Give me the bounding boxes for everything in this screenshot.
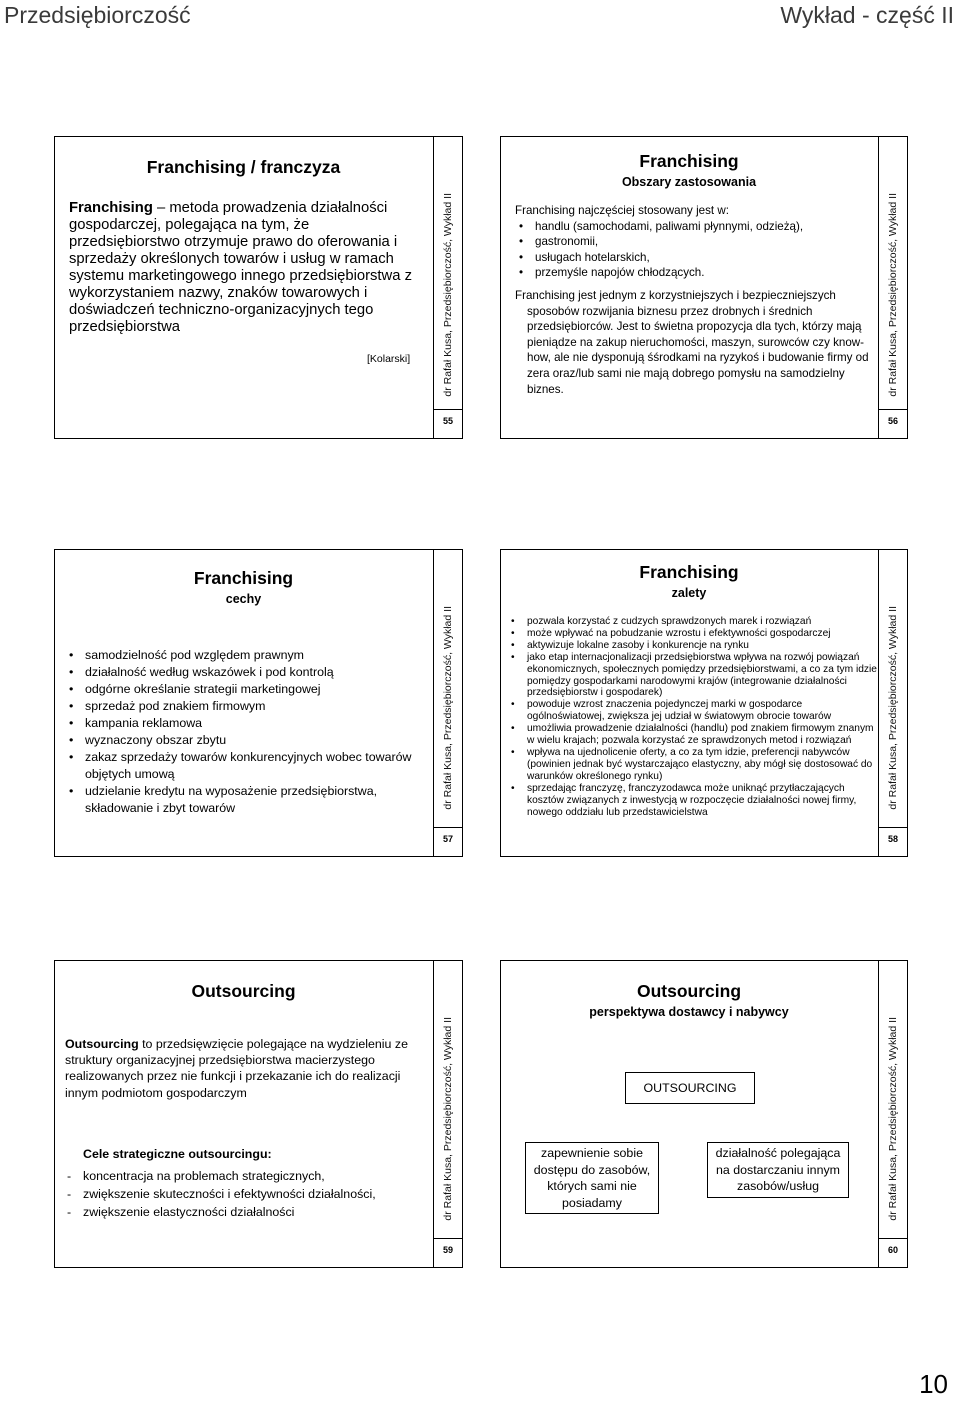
areas-list bbox=[515, 219, 869, 281]
author-credit: dr Rafał Kusa, Przedsiębiorczość, Wykład II bbox=[442, 1017, 454, 1221]
intro-text: Franchising najczęściej stosowany jest w: bbox=[515, 204, 729, 217]
list-item: • powoduje wzrost znaczenia pojedynczej marki w gospodarce ogólnoświatowej, zwiększa jej udział w światowym obrocie towarów bbox=[507, 699, 879, 723]
author-credit: dr Rafał Kusa, Przedsiębiorczość, Wykład II bbox=[887, 606, 899, 810]
list-item: • może wpływać na pobudzanie wzrostu i efektywności gospodarczej bbox=[507, 628, 879, 640]
list-item: • odgórne określanie strategii marketingowej bbox=[65, 681, 415, 698]
slide-sidebar bbox=[878, 137, 907, 438]
author-credit: dr Rafał Kusa, Przedsiębiorczość, Wykład II bbox=[887, 1017, 899, 1221]
list-item: • przemyśle napojów chłodzących. bbox=[515, 265, 869, 281]
goals-heading: Cele strategiczne outsourcingu: bbox=[83, 1147, 272, 1161]
list-item: • samodzielność pod względem prawnym bbox=[65, 647, 415, 664]
author-credit: dr Rafał Kusa, Przedsiębiorczość, Wykład II bbox=[887, 193, 899, 397]
advantages-list bbox=[507, 616, 879, 818]
slide-title: Franchising bbox=[639, 562, 739, 582]
slide-title: Franchising bbox=[639, 151, 739, 171]
slide-subtitle: zalety bbox=[671, 586, 707, 600]
document-header-right: Wykład - część II bbox=[780, 2, 954, 28]
definition bbox=[69, 200, 424, 336]
slide-sidebar bbox=[433, 550, 462, 856]
goal-item: - zwiększenie elastyczności działalności bbox=[65, 1203, 425, 1221]
list-item: • sprzedaż pod znakiem firmowym bbox=[65, 698, 415, 715]
list-item: • jako etap internacjonalizacji przedsiębiorstwa wpływa na rozwój powiązań ekonomicznych, społecznych pomiędzy przedsiębiorstwami, a co za tym idzie pomiędzy gospodarkami narodowymi krajów (integrowanie działalności przedsiębiorstw i gospodarek) bbox=[507, 652, 879, 700]
author-credit: dr Rafał Kusa, Przedsiębiorczość, Wykład II bbox=[442, 606, 454, 810]
slide-content bbox=[501, 550, 877, 856]
buyer-perspective-box: zapewnienie sobie dostępu do zasobów, których sami nie posiadamy bbox=[525, 1142, 659, 1214]
slide-content bbox=[501, 961, 877, 1267]
slide-subtitle: perspektywa dostawcy i nabywcy bbox=[589, 1005, 789, 1019]
list-item: • wyznaczony obszar zbytu bbox=[65, 732, 415, 749]
slide-number: 58 bbox=[879, 827, 907, 850]
slide-60 bbox=[500, 960, 908, 1268]
list-item: • handlu (samochodami, paliwami płynnymi, odzieżą), bbox=[515, 219, 869, 235]
goal-item: - zwiększenie skuteczności i efektywności działalności, bbox=[65, 1185, 425, 1203]
slide-body bbox=[515, 203, 869, 397]
list-item: • zakaz sprzedaży towarów konkurencyjnych wobec towarów objętych umową bbox=[65, 749, 415, 783]
strategic-goals bbox=[65, 1145, 425, 1221]
slide-subtitle: cechy bbox=[225, 592, 262, 606]
list-item: • umożliwia prowadzenie działalności (handlu) pod znakiem firmowym znanym w wielu krajach; pozwala korzystać ze sprawdzonych metod i rozwiązań bbox=[507, 723, 879, 747]
slide-56 bbox=[500, 136, 908, 439]
slide-content bbox=[55, 137, 432, 438]
features-list bbox=[65, 647, 415, 817]
definition bbox=[65, 1036, 415, 1101]
paragraph bbox=[515, 288, 869, 397]
list-item: • działalność według wskazówek i pod kontrolą bbox=[65, 664, 415, 681]
slide-title: Franchising bbox=[193, 568, 294, 588]
slide-number: 60 bbox=[879, 1238, 907, 1261]
author-credit: dr Rafał Kusa, Przedsiębiorczość, Wykład II bbox=[442, 193, 454, 397]
paragraph-part: Franchising jest jednym z korzystniejszych i bezpieczniejszych sposobów rozwijania biznesu przez drobnych i średnich przedsiębiorców. bbox=[515, 288, 836, 334]
slide-title: Outsourcing bbox=[636, 981, 742, 1001]
slide-number: 55 bbox=[434, 409, 462, 432]
list-item: • gastronomii, bbox=[515, 234, 869, 250]
page-number: 10 bbox=[919, 1369, 948, 1399]
slide-57 bbox=[54, 549, 463, 857]
slide-sidebar bbox=[433, 137, 462, 438]
outsourcing-box: OUTSOURCING bbox=[625, 1072, 755, 1104]
list-item: • udzielanie kredytu na wyposażenie przedsiębiorstwa, składowanie i zbyt towarów bbox=[65, 783, 415, 817]
goal-item: - koncentracja na problemach strategicznych, bbox=[65, 1167, 425, 1185]
paragraph-part: Jest to świetna propozycja dla tych, którzy mają pieniądze na zakup nieruchomości, maszyn, surowców czy know-how, ale nie dysponują śśrodkami na ryzykoś i budowanie firmy od zera oraz/lub sami nie mają dobrego pomysłu na samodzielny biznes. bbox=[527, 320, 869, 396]
supplier-perspective-box: działalność polegająca na dostarczaniu innym zasobów/usług bbox=[707, 1142, 849, 1198]
slide-content bbox=[55, 550, 432, 856]
slide-subtitle: Obszary zastosowania bbox=[621, 175, 757, 189]
slide-content bbox=[501, 137, 877, 438]
slide-title: Outsourcing bbox=[191, 981, 296, 1001]
slide-sidebar bbox=[878, 550, 907, 856]
list-item: • pozwala korzystać z cudzych sprawdzonych marek i rozwiązań bbox=[507, 616, 879, 628]
list-item: • wpływa na ujednolicenie oferty, a co za tym idzie, preferencji nabywców (powinien jednak być wystarczająco elastyczny, aby mógł się dostosować do warunków określonego rynku) bbox=[507, 747, 879, 783]
list-item: • sprzedając franczyzę, franczyzodawca może uniknąć przytłaczających kosztów związanych z inwestycją w rozpoczęcie działalności nowej firmy, nowego oddziału lub przedstawicielstwa bbox=[507, 783, 879, 819]
document-header-left: Przedsiębiorczość bbox=[4, 2, 191, 28]
slide-sidebar bbox=[433, 961, 462, 1267]
definition-text: to przedsięwzięcie polegające na wydzieleniu ze struktury organizacyjnej przedsiębiorstwa macierzystego realizowanych przez nie funkcji i przekazanie ich do realizacji innym podmiotom gospodarczym bbox=[65, 1037, 408, 1100]
slide-title: Franchising / franczyza bbox=[146, 157, 341, 177]
list-item: • aktywizuje lokalne zasoby i konkurencje na rynku bbox=[507, 640, 879, 652]
slide-58 bbox=[500, 549, 908, 857]
slide-55 bbox=[54, 136, 463, 439]
slide-number: 59 bbox=[434, 1238, 462, 1261]
source-citation: [Kolarski] bbox=[367, 353, 411, 365]
slide-content bbox=[55, 961, 432, 1267]
definition-text: – metoda prowadzenia działalności gospodarczej, polegająca na tym, że przedsiębiorstwo otrzymuje prawo do oferowania i sprzedaży określonych towarów i usług w ramach systemu marketingowego innego przedsiębiorstwa z wykorzystaniem nazwy, znaków towarowych i doświadczeń techniczno-organizacyjnych tego przedsiębiorstwa bbox=[69, 200, 412, 335]
definition-term: Franchising bbox=[69, 200, 153, 216]
slide-sidebar bbox=[878, 961, 907, 1267]
slide-59 bbox=[54, 960, 463, 1268]
list-item: • kampania reklamowa bbox=[65, 715, 415, 732]
list-item: • usługach hotelarskich, bbox=[515, 250, 869, 266]
slide-number: 56 bbox=[879, 409, 907, 432]
definition-term: Outsourcing bbox=[65, 1037, 139, 1051]
slide-number: 57 bbox=[434, 827, 462, 850]
